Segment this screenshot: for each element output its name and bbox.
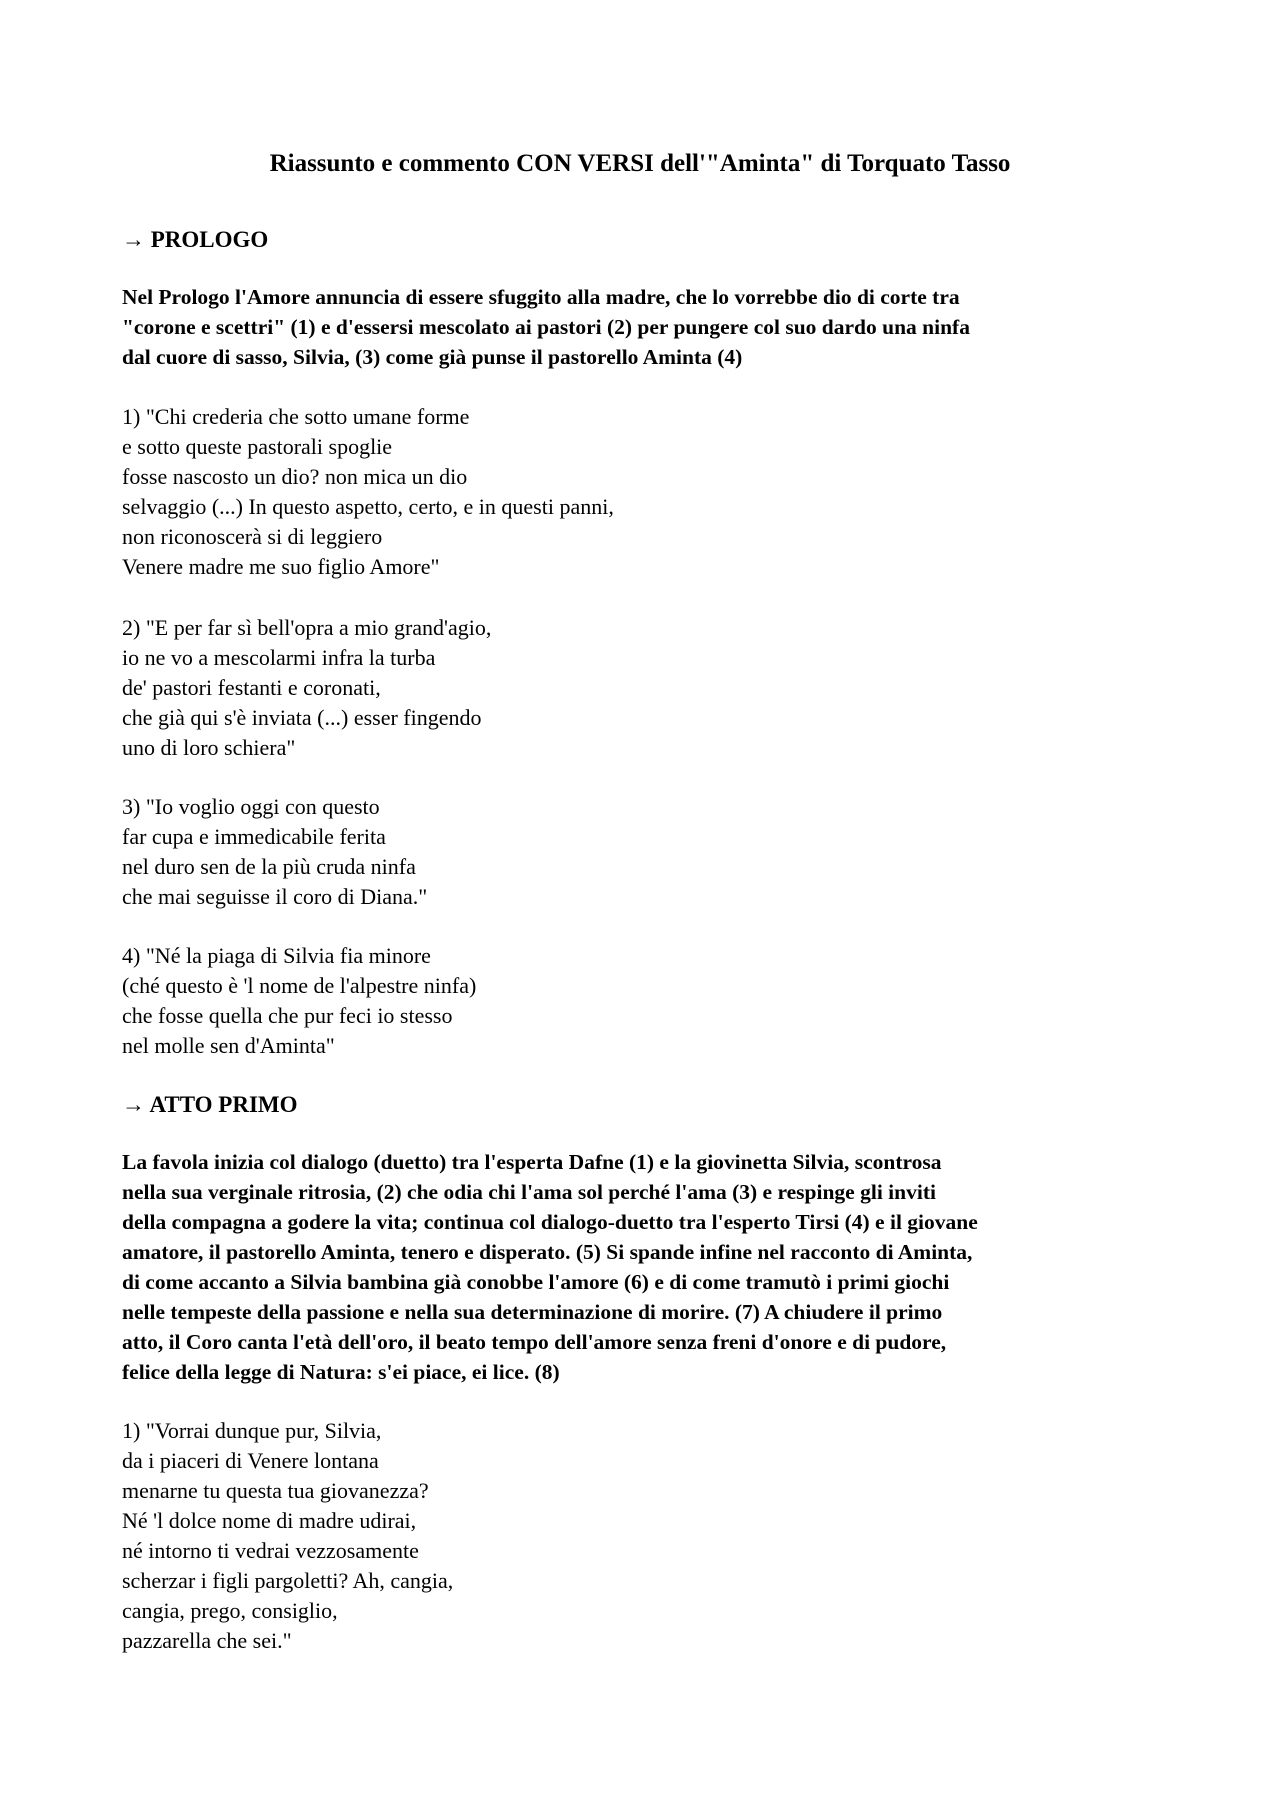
verse-line: 2) "E per far sì bell'opra a mio grand'agio, [122, 615, 492, 640]
atto-primo-verse-1 [122, 1416, 453, 1656]
summary-line: della compagna a godere la vita; continua col dialogo-duetto tra l'esperto Tirsi (4) e il giovane [122, 1210, 978, 1234]
verse-line: uno di loro schiera" [122, 735, 296, 760]
verse-line: 1) "Chi crederia che sotto umane forme [122, 404, 470, 429]
verse-line: de' pastori festanti e coronati, [122, 675, 381, 700]
summary-line: nelle tempeste della passione e nella sua determinazione di morire. (7) A chiudere il primo [122, 1300, 943, 1324]
document-title: Riassunto e commento CON VERSI dell'"Aminta" di Torquato Tasso [269, 150, 1011, 177]
section-heading-prologo: → PROLOGO [122, 227, 269, 252]
verse-line: cangia, prego, consiglio, [122, 1598, 338, 1623]
verse-line: che già qui s'è inviata (...) esser fingendo [122, 705, 482, 730]
verse-line: che fosse quella che pur feci io stesso [122, 1003, 453, 1028]
section-heading-atto-primo: → ATTO PRIMO [122, 1092, 298, 1117]
prologo-verse-3 [122, 792, 427, 912]
verse-line: 4) "Né la piaga di Silvia fia minore [122, 943, 431, 968]
prologo-verse-1 [122, 402, 614, 582]
verse-line: nel molle sen d'Aminta" [122, 1033, 335, 1058]
verse-line: nel duro sen de la più cruda ninfa [122, 854, 416, 879]
verse-line: selvaggio (...) In questo aspetto, certo, e in questi panni, [122, 494, 614, 519]
verse-line: 1) "Vorrai dunque pur, Silvia, [122, 1418, 382, 1443]
verse-line: che mai seguisse il coro di Diana." [122, 884, 428, 909]
verse-line: io ne vo a mescolarmi infra la turba [122, 645, 436, 670]
verse-line: menarne tu questa tua giovanezza? [122, 1478, 429, 1503]
verse-line: e sotto queste pastorali spoglie [122, 434, 393, 459]
summary-line: amatore, il pastorello Aminta, tenero e disperato. (5) Si spande infine nel racconto di Aminta, [122, 1240, 973, 1264]
summary-line: "corone e scettri" (1) e d'essersi mescolato ai pastori (2) per pungere col suo dardo una ninfa [122, 315, 970, 339]
verse-line: (ché questo è 'l nome de l'alpestre ninfa) [122, 973, 477, 998]
summary-line: dal cuore di sasso, Silvia, (3) come già punse il pastorello Aminta (4) [122, 345, 743, 369]
verse-line: scherzar i figli pargoletti? Ah, cangia, [122, 1568, 454, 1593]
summary-line: felice della legge di Natura: s'ei piace, ei lice. (8) [122, 1360, 560, 1384]
verse-line: Né 'l dolce nome di madre udirai, [122, 1508, 417, 1533]
verse-line: né intorno ti vedrai vezzosamente [122, 1538, 419, 1563]
atto-primo-summary [122, 1147, 1182, 1387]
summary-line: atto, il Coro canta l'età dell'oro, il beato tempo dell'amore senza freni d'onore e di pudore, [122, 1330, 947, 1354]
verse-line: pazzarella che sei." [122, 1628, 292, 1653]
summary-line: di come accanto a Silvia bambina già conobbe l'amore (6) e di come tramutò i primi giochi [122, 1270, 950, 1294]
verse-line: da i piaceri di Venere lontana [122, 1448, 379, 1473]
verse-line: Venere madre me suo figlio Amore" [122, 554, 440, 579]
verse-line: far cupa e immedicabile ferita [122, 824, 386, 849]
verse-line: 3) "Io voglio oggi con questo [122, 794, 380, 819]
prologo-verse-2 [122, 613, 491, 763]
prologo-verse-4 [122, 941, 476, 1061]
summary-line: Nel Prologo l'Amore annuncia di essere sfuggito alla madre, che lo vorrebbe dio di corte tra [122, 285, 960, 309]
prologo-summary [122, 282, 1182, 372]
summary-line: nella sua verginale ritrosia, (2) che odia chi l'ama sol perché l'ama (3) e respinge gli inviti [122, 1180, 936, 1204]
summary-line: La favola inizia col dialogo (duetto) tra l'esperta Dafne (1) e la giovinetta Silvia, scontrosa [122, 1150, 942, 1174]
verse-line: non riconoscerà si di leggiero [122, 524, 383, 549]
verse-line: fosse nascosto un dio? non mica un dio [122, 464, 468, 489]
